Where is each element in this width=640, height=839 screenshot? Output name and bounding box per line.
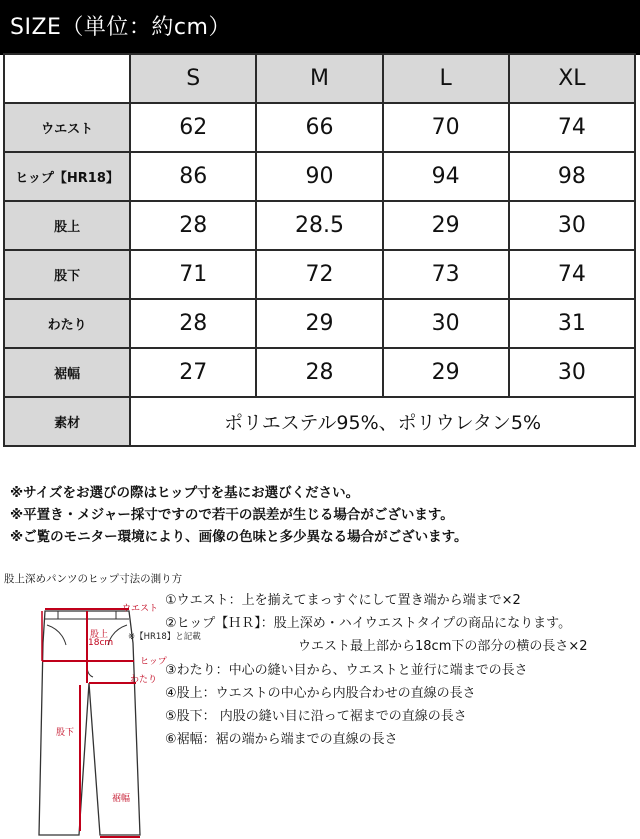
measure-line: ⑤股下： 内股の縫い目に沿って裾までの直線の長さ [165,708,467,724]
row-label: ウエスト [4,103,130,152]
table-row-hip [4,152,635,201]
table-cell: 29 [383,348,509,397]
measure-line: ②ヒップ【ＨＲ】：股上深め・ハイウエストタイプの商品になります。 [165,616,572,632]
measurement-guide [165,589,588,751]
measure-line: ③わたり：中心の縫い目から、ウエストと並行に端までの長さ [165,662,528,678]
table-cell: 28 [130,201,256,250]
measure-line: ⑥裾幅：裾の端から端までの直線の長さ [165,732,398,748]
row-label: 裾幅 [4,348,130,397]
table-row-hem [4,348,635,397]
diagram-label-inseam: 股下 [56,728,75,738]
diagram-label-rise-length: 18cm [88,638,114,648]
table-cell: 74 [509,103,635,152]
row-label: 股上 [4,201,130,250]
table-row-thigh [4,299,635,348]
row-label: 股下 [4,250,130,299]
row-label: 素材 [4,397,130,446]
size-header-s: S [130,54,256,103]
table-cell: 70 [383,103,509,152]
size-header-l: L [383,54,509,103]
table-cell: 73 [383,250,509,299]
table-cell: 94 [383,152,509,201]
diagram-note: ※【HR18】と記載 [128,632,201,642]
table-cell: 72 [256,250,382,299]
table-cell: 30 [509,348,635,397]
table-row-waist [4,103,635,152]
table-cell: 28 [256,348,382,397]
diagram-label-rise: 股上 [90,630,109,640]
table-cell: 66 [256,103,382,152]
material-value: ポリエステル95%、ポリウレタン5% [130,397,635,446]
table-corner-cell [4,54,130,103]
measure-line: ④股上：ウエストの中心から内股合わせの直線の長さ [165,685,476,701]
row-label: わたり [4,299,130,348]
measure-line: ウエスト最上部から18cm下の部分の横の長さ×2 [298,639,588,655]
size-header-m: M [256,54,382,103]
diagram-label-waist: ウエスト [122,604,159,614]
table-cell: 27 [130,348,256,397]
pants-diagram [0,585,201,839]
table-cell: 90 [256,152,382,201]
table-cell: 86 [130,152,256,201]
diagram-label-thigh: わたり [130,675,158,685]
notes [10,482,468,548]
diagram-label-hip: ヒップ [140,657,167,667]
table-cell: 28 [130,299,256,348]
table-cell: 62 [130,103,256,152]
table-cell: 74 [509,250,635,299]
size-header-xl: XL [509,54,635,103]
diagram-title: 股上深めパンツのヒップ寸法の測り方 [4,573,183,585]
table-row-inseam [4,250,635,299]
table-cell: 98 [509,152,635,201]
table-cell: 29 [383,201,509,250]
table-row-rise [4,201,635,250]
page-title: SIZE（単位：約cm） [0,0,640,55]
size-table [3,53,636,447]
measure-line: ①ウエスト：上を揃えてまっすぐにして置き端から端まで×2 [165,593,521,608]
table-cell: 28.5 [256,201,382,250]
diagram-label-hem: 裾幅 [112,794,131,804]
pants-illustration [0,585,170,839]
note-line: ※ご覧のモニター環境により、画像の色味と多少異なる場合がございます。 [10,529,468,545]
table-cell: 71 [130,250,256,299]
note-line: ※平置き・メジャー採寸ですので若干の誤差が生じる場合がございます。 [10,507,454,523]
table-cell: 30 [509,201,635,250]
table-cell: 29 [256,299,382,348]
row-label: ヒップ【HR18】 [4,152,130,201]
note-line: ※サイズをお選びの際はヒップ寸を基にお選びください。 [10,485,360,501]
table-row-material [4,397,635,446]
table-cell: 30 [383,299,509,348]
size-header-row [4,54,635,103]
table-cell: 31 [509,299,635,348]
